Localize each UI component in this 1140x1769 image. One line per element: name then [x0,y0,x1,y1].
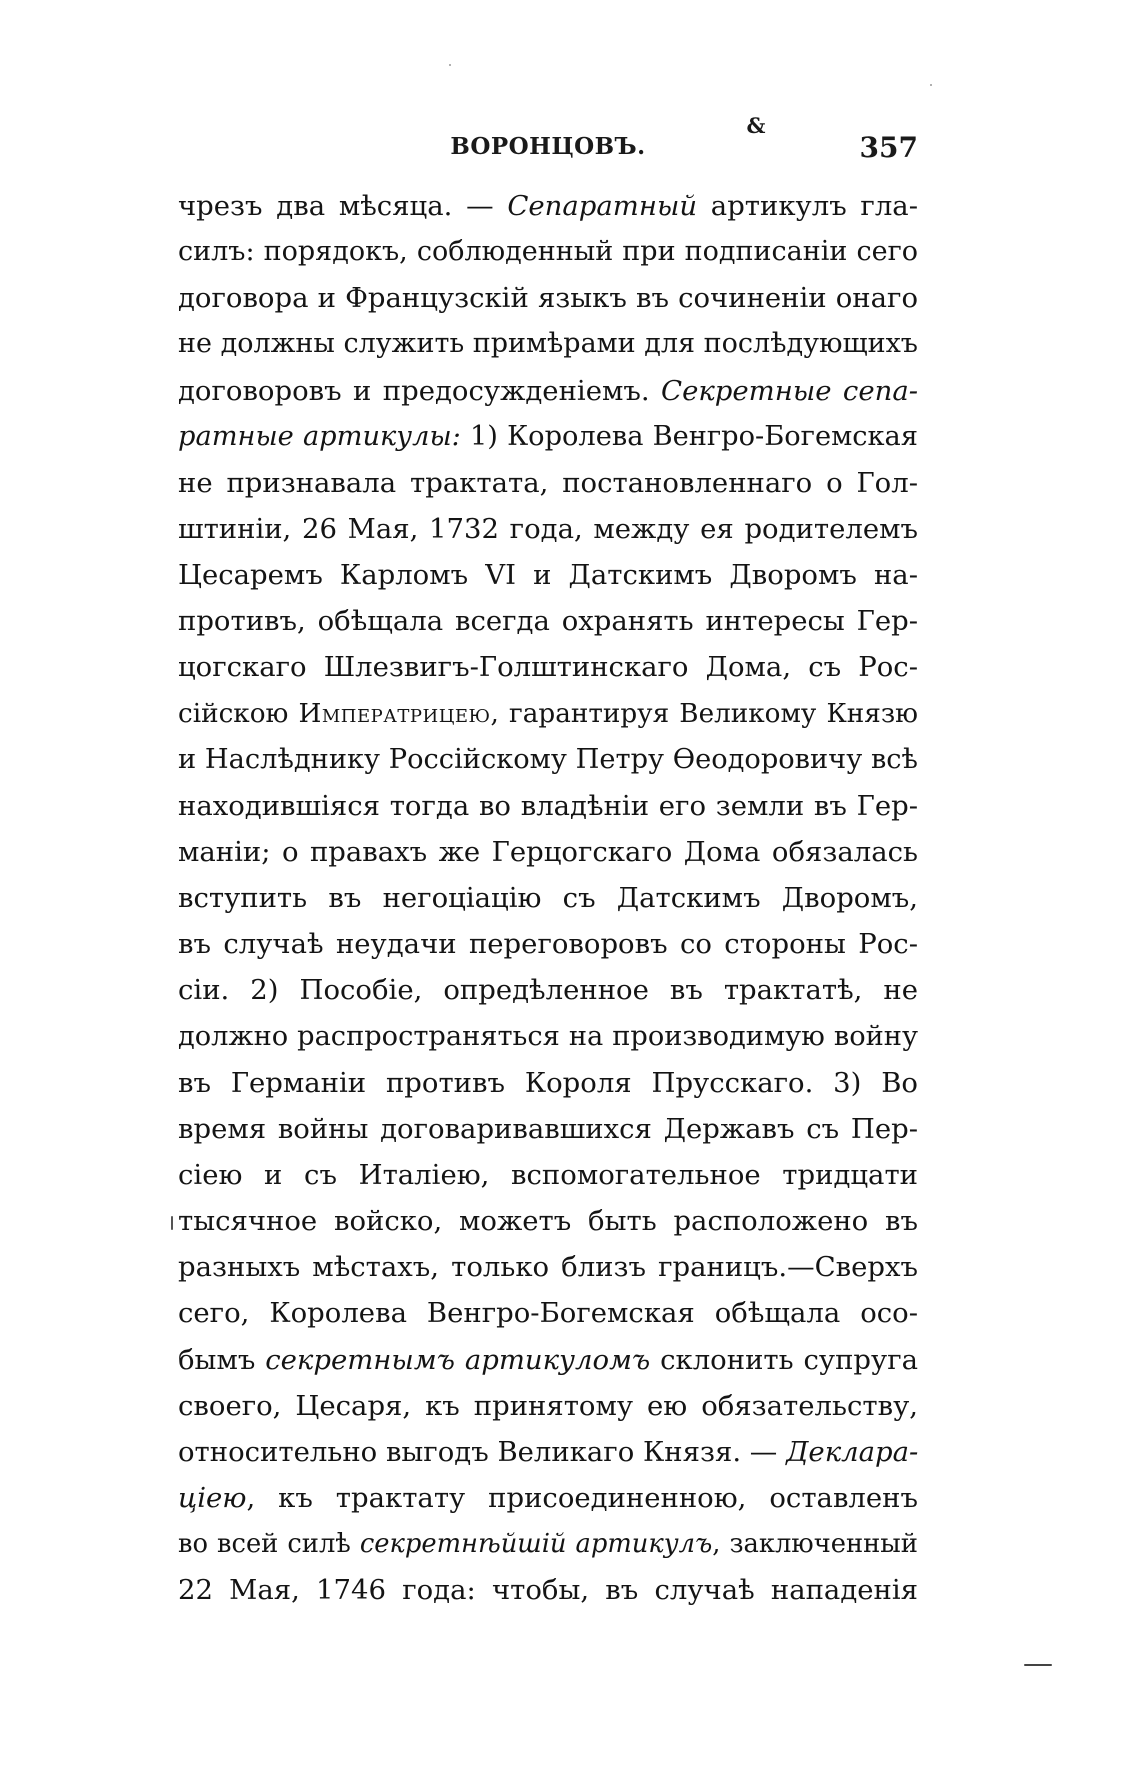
text-line [178,598,918,644]
text-line [178,875,918,921]
text-run: не должны служить примѣрами для послѣдующихъ [178,328,918,360]
body-text [178,183,918,1613]
text-run: 22 Мая, 1746 года: чтобы, въ случаѣ нападенія [178,1574,918,1607]
text-run: въ случаѣ неудачи переговоровъ со стороны Рос- [178,928,918,961]
text-run: Цесаремъ Карломъ VI и Датскимъ Дворомъ на- [178,559,918,592]
text-line [178,1290,918,1336]
text-run: должно распространяться на производимую войну [178,1020,918,1052]
text-line [178,1152,918,1198]
text-line [178,1244,918,1290]
text-line [178,460,918,506]
text-run: бымъ [178,1343,266,1376]
italic-run: Сепаратный [507,190,698,222]
text-line [178,506,918,552]
text-line [178,1060,918,1106]
page-number: 357 [859,131,918,164]
text-run: склонить супруга [650,1343,918,1376]
scan-speck [1024,1664,1052,1666]
scan-speck [930,84,932,86]
text-line [178,644,918,690]
small-caps-run: Императрицею [298,698,491,729]
text-run: 1) Королева Венгро-Богемская [460,420,918,452]
text-run: время войны договаривавшихся Державъ съ Пер- [178,1112,918,1145]
text-run: договоровъ и предосужденіемъ. [178,374,662,407]
text-run: сіи. 2) Пособіе, опредѣленное въ трактатѣ, не [178,974,918,1007]
text-run: въ Германіи противъ Короля Прусскаго. 3) Во [178,1066,918,1099]
text-line [178,1429,918,1475]
text-line [178,829,918,875]
text-run: цогскаго Шлезвигъ-Голштинскаго Дома, съ Рос- [178,651,918,684]
text-run: вступить въ негоціацію съ Датскимъ Дворомъ, [178,882,918,915]
italic-run: Деклара- [786,1435,918,1468]
text-run: противъ, обѣщала всегда охранять интересы Гер- [178,605,918,638]
text-line [178,1567,918,1613]
signature-mark: & [746,113,766,138]
text-run: сего, Королева Венгро-Богемская обѣщала осо- [178,1297,918,1330]
text-line [178,1521,918,1567]
text-run: во всей силѣ [178,1529,360,1560]
text-run: не признавала трактата, постановленнаго о Гол- [178,466,918,499]
text-line [178,1475,918,1521]
text-line [178,552,918,598]
text-run: сійскою [178,698,299,729]
text-line [178,737,918,783]
text-line [178,1383,918,1429]
text-run: маніи; о правахъ же Герцогскаго Дома обязалась [178,835,918,868]
italic-run: секретнѣйшій артикулъ [359,1529,713,1560]
text-line [178,691,918,737]
text-line [178,275,918,321]
text-run: , къ трактату присоединенною, оставленъ [246,1481,918,1514]
text-run: разныхъ мѣстахъ, только близъ границъ.—Сверхъ [178,1251,918,1284]
text-line [178,1106,918,1152]
italic-run: ратные артикулы: [178,420,461,452]
text-line [178,1014,918,1060]
text-run: договора и Французскій языкъ въ сочиненіи онаго [178,282,918,315]
text-run: штиніи, 26 Мая, 1732 года, между ея родителемъ [178,512,918,545]
text-run: артикулъ гла- [697,190,918,222]
text-run: силъ: порядокъ, соблюденный при подписаніи сего [178,236,918,268]
text-line [178,229,918,275]
text-line [178,368,918,414]
text-run: находившіяся тогда во владѣніи его земли въ Гер- [178,789,918,822]
scan-speck [449,64,451,66]
scan-speck [171,1216,173,1230]
italic-run: секретнымъ артикуломъ [265,1343,651,1376]
text-run: относительно выгодъ Великаго Князя. — [178,1435,787,1468]
running-title: ВОРОНЦОВЪ. [450,133,646,160]
text-line [178,921,918,967]
text-run: чрезъ два мѣсяца. — [178,190,508,222]
text-run: , заключенный [712,1529,918,1560]
text-run: своего, Цесаря, къ принятому ею обязательству, [178,1389,918,1422]
text-line [178,1337,918,1383]
italic-run: Секретные сепа- [661,374,918,407]
text-line [178,183,918,229]
text-run: сіею и съ Италіею, вспомогательное тридцати [178,1158,918,1191]
text-run: и Наслѣднику Россійскому Петру Ѳеодоровичу всѣ [178,743,918,775]
text-run: тысячное войско, можетъ быть расположено въ [178,1205,918,1238]
running-head [178,113,918,173]
text-line [178,414,918,460]
text-line [178,321,918,367]
text-run: , гарантируя Великому Князю [490,698,918,729]
text-line [178,967,918,1013]
text-line [178,783,918,829]
text-line [178,1198,918,1244]
italic-run: ціею [178,1481,247,1514]
